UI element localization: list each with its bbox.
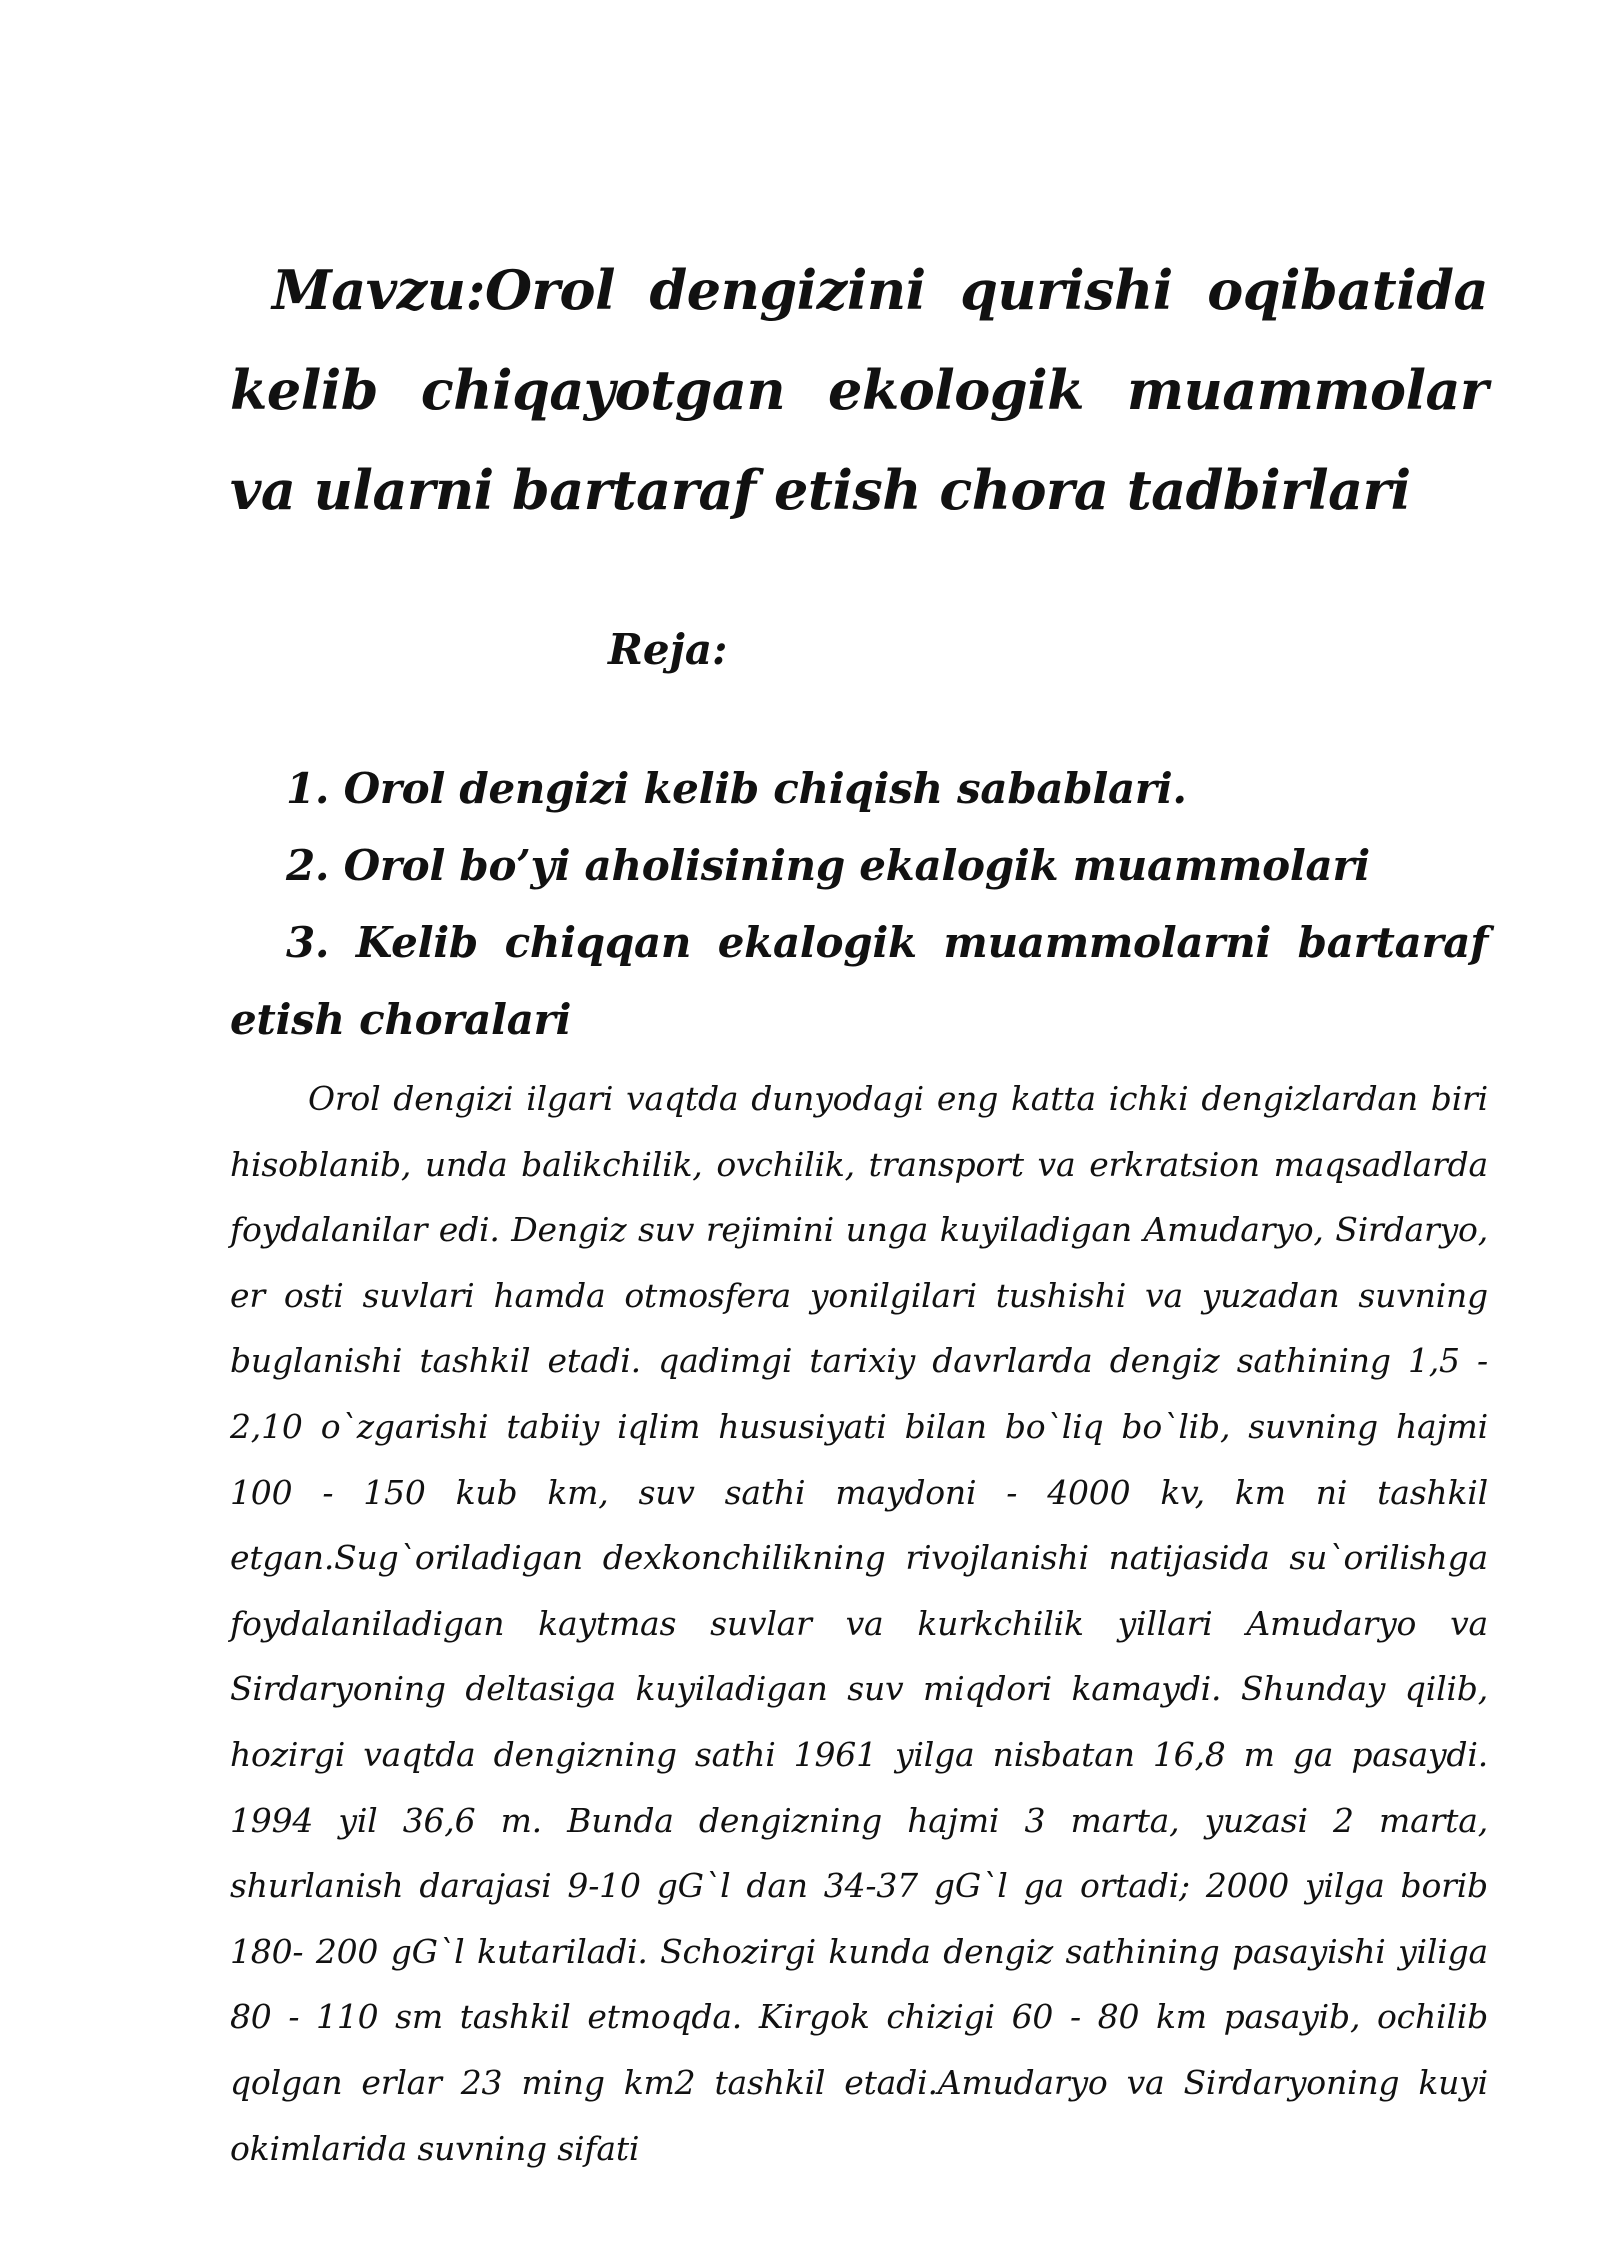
- plan-item: 1. Orol dengizi kelib chiqish sabablari.: [286, 764, 1187, 813]
- plan-list: [230, 750, 1488, 1058]
- body-paragraph: Orol dengizi ilgari vaqtda dunyodagi eng katta ichki dengizlardan biri hisoblanib, unda balikchilik, ovchilik, transport va erkratsion maqsadlarda foydalanilar edi. Dengiz suv rejimini unga kuyiladigan Amudaryo, Sirdaryo, er osti suvlari hamda otmosfera yonilgilari tushishi va yuzadan suvning buglanishi tashkil etadi. qadimgi tarixiy davrlarda dengiz sathining 1,5 - 2,10 o`zgarishi tabiiy iqlim hususiyati bilan bo`liq bo`lib, suvning hajmi 100 - 150 kub km, suv sathi maydoni - 4000 kv, km ni tashkil etgan.Sug`oriladigan dexkonchilikning rivojlanishi natijasida su`orilishga foydalaniladigan kaytmas suvlar va kurkchilik yillari Amudaryo va Sirdaryoning deltasiga kuyiladigan suv miqdori kamaydi. Shunday qilib, hozirgi vaqtda dengizning sathi 1961 yilga nisbatan 16,8 m ga pasaydi. 1994 yil 36,6 m. Bunda dengizning hajmi 3 marta, yuzasi 2 marta, shurlanish darajasi 9-10 gG`l dan 34-37 gG`l ga ortadi; 2000 yilga borib 180- 200 gG`l kutariladi. Schozirgi kunda dengiz sathining pasayishi yiliga 80 - 110 sm tashkil etmoqda. Kirgok chizigi 60 - 80 km pasayib, ochilib qolgan erlar 23 ming km2 tashkil etadi.Amudaryo va Sirdaryoning kuyi okimlarida suvning sifati: [230, 1079, 1488, 2168]
- plan-heading: Reja:: [608, 625, 728, 674]
- plan-item: 3. Kelib chiqqan ekalogik muammolarni bartaraf etish choralari: [230, 918, 1488, 1044]
- document-title: Mavzu:Orol dengizini qurishi oqibatida kelib chiqayotgan ekologik muammolar va ularni bartaraf etish chora tadbirlari: [230, 258, 1488, 522]
- plan-item: 2. Orol bo’yi aholisining ekalogik muammolari: [286, 841, 1370, 890]
- document-page: [230, 240, 1488, 2181]
